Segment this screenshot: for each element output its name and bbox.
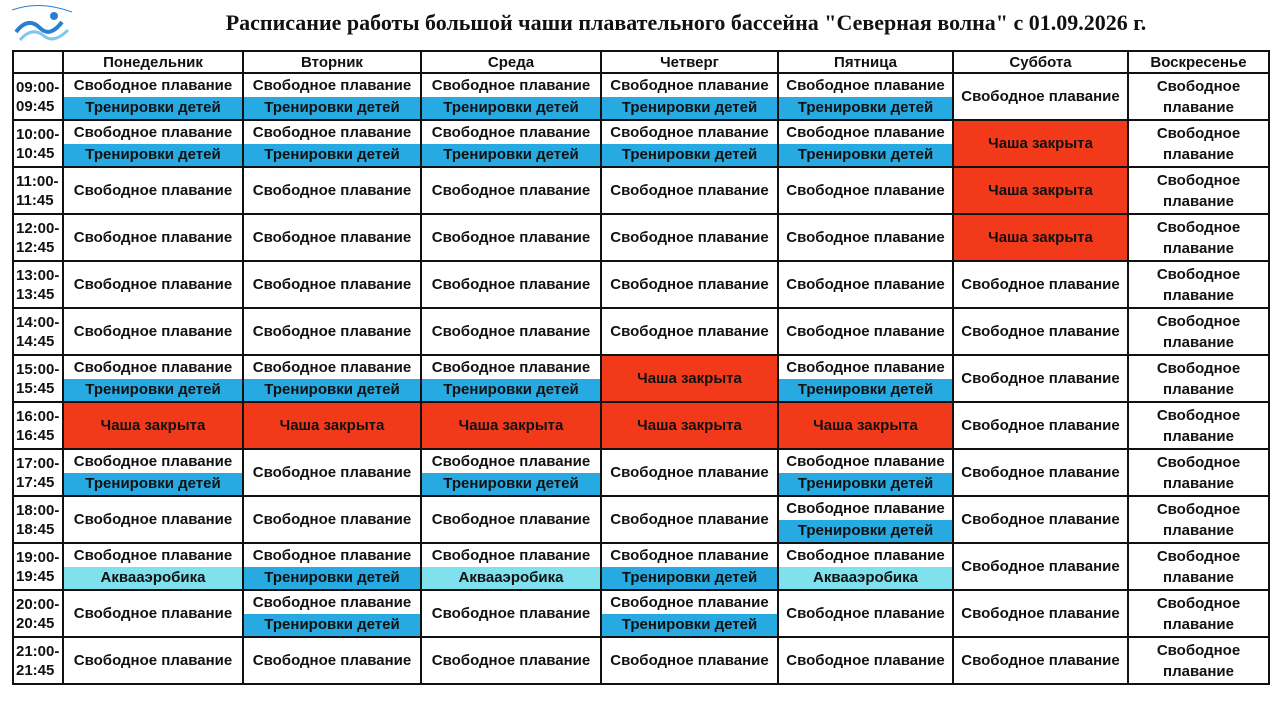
schedule-row <box>13 214 1269 261</box>
schedule-cell <box>1128 402 1269 449</box>
schedule-cell <box>778 261 953 308</box>
time-start: 09:00- <box>16 78 60 96</box>
schedule-cell-split <box>421 73 601 120</box>
schedule-cell <box>1128 496 1269 543</box>
time-start: 13:00- <box>16 266 60 284</box>
schedule-row <box>13 73 1269 120</box>
activity-free-swim: Свободное плавание <box>961 558 1120 575</box>
schedule-cell <box>421 496 601 543</box>
schedule-cell <box>1128 214 1269 261</box>
schedule-cell-split <box>421 449 601 496</box>
schedule-cell <box>243 261 421 308</box>
activity-kids-training: Тренировки детей <box>244 614 420 636</box>
activity-free-swim: Свободное плавание <box>422 451 600 473</box>
pool-closed-label: Чаша закрыта <box>988 229 1093 246</box>
time-slot <box>13 402 63 449</box>
activity-kids-training: Тренировки детей <box>602 97 777 119</box>
activity-free-swim: Свободное плавание <box>961 276 1120 293</box>
schedule-cell <box>778 308 953 355</box>
activity-kids-training: Тренировки детей <box>779 97 952 119</box>
activity-free-swim: Свободное плавание <box>786 323 945 340</box>
page-title: Расписание работы большой чаши плавательного бассейна "Северная волна" с 01.09.2026 г. <box>225 10 1147 35</box>
activity-aqua-aerobics: Аквааэробика <box>422 567 600 589</box>
pool-closed-label: Чаша закрыта <box>988 135 1093 152</box>
time-end: 17:45 <box>16 473 55 491</box>
activity-free-swim: Свободное плавание <box>73 652 233 669</box>
schedule-row <box>13 308 1269 355</box>
schedule-cell <box>953 73 1128 120</box>
schedule-cell <box>1128 355 1269 402</box>
activity-free-swim: Свободное плавание <box>431 323 591 340</box>
activity-kids-training: Тренировки детей <box>64 473 242 495</box>
time-slot <box>13 214 63 261</box>
schedule-cell <box>243 214 421 261</box>
activity-aqua-aerobics: Аквааэробика <box>779 567 952 589</box>
schedule-cell <box>601 449 778 496</box>
time-start: 17:00- <box>16 454 60 472</box>
schedule-cell-split <box>601 543 778 590</box>
activity-free-swim: Свободное плавание <box>431 605 591 622</box>
time-slot <box>13 637 63 684</box>
schedule-cell <box>601 308 778 355</box>
time-end: 09:45 <box>16 97 55 115</box>
schedule-cell <box>953 543 1128 590</box>
activity-free-swim: Свободное плавание <box>961 511 1120 528</box>
schedule-cell <box>243 308 421 355</box>
schedule-cell <box>243 496 421 543</box>
activity-free-swim: Свободное плавание <box>610 323 769 340</box>
activity-free-swim: Свободное плавание <box>786 652 945 669</box>
time-slot <box>13 355 63 402</box>
activity-kids-training: Тренировки детей <box>602 567 777 589</box>
schedule-cell <box>63 637 243 684</box>
schedule-cell-split <box>421 120 601 167</box>
activity-free-swim: Свободное плавание <box>961 370 1120 387</box>
activity-free-swim: Свободное плавание <box>244 592 420 614</box>
activity-free-swim: Свободное плавание <box>244 545 420 567</box>
schedule-cell <box>953 496 1128 543</box>
pool-closed-label: Чаша закрыта <box>637 370 742 387</box>
activity-free-swim: Свободное плавание <box>961 605 1120 622</box>
schedule-body <box>13 73 1269 684</box>
schedule-cell-closed <box>601 355 778 402</box>
pool-closed-label: Чаша закрыта <box>637 417 742 434</box>
schedule-cell-split <box>778 449 953 496</box>
activity-free-swim: Свободное плавание <box>422 122 600 144</box>
activity-free-swim: Свободное плавание <box>1156 453 1241 492</box>
schedule-row <box>13 449 1269 496</box>
activity-free-swim: Свободное плавание <box>244 75 420 97</box>
day-header: Среда <box>421 51 601 73</box>
time-start: 19:00- <box>16 548 60 566</box>
schedule-cell <box>778 637 953 684</box>
schedule-cell <box>953 590 1128 637</box>
schedule-cell <box>953 449 1128 496</box>
activity-free-swim: Свободное плавание <box>610 276 769 293</box>
schedule-cell-split <box>63 120 243 167</box>
activity-free-swim: Свободное плавание <box>422 545 600 567</box>
schedule-cell <box>1128 590 1269 637</box>
activity-kids-training: Тренировки детей <box>422 473 600 495</box>
activity-free-swim: Свободное плавание <box>431 229 591 246</box>
schedule-cell-split <box>63 449 243 496</box>
schedule-cell <box>953 355 1128 402</box>
activity-free-swim: Свободное плавание <box>779 451 952 473</box>
activity-free-swim: Свободное плавание <box>779 357 952 379</box>
schedule-cell <box>421 261 601 308</box>
activity-free-swim: Свободное плавание <box>602 545 777 567</box>
activity-free-swim: Свободное плавание <box>610 182 769 199</box>
swimmer-wave-logo-icon <box>10 2 80 50</box>
activity-free-swim: Свободное плавание <box>64 75 242 97</box>
day-header: Понедельник <box>63 51 243 73</box>
time-end: 12:45 <box>16 238 55 256</box>
schedule-cell-split <box>778 120 953 167</box>
activity-kids-training: Тренировки детей <box>64 97 242 119</box>
schedule-row <box>13 402 1269 449</box>
schedule-cell <box>1128 167 1269 214</box>
time-end: 11:45 <box>16 191 54 209</box>
schedule-row <box>13 637 1269 684</box>
activity-free-swim: Свободное плавание <box>961 88 1120 105</box>
activity-free-swim: Свободное плавание <box>73 276 233 293</box>
activity-free-swim: Свободное плавание <box>252 182 412 199</box>
activity-free-swim: Свободное плавание <box>1156 406 1241 445</box>
time-end: 19:45 <box>16 567 55 585</box>
schedule-cell <box>63 496 243 543</box>
pool-closed-label: Чаша закрыта <box>458 417 564 434</box>
activity-free-swim: Свободное плавание <box>1156 312 1241 351</box>
time-end: 18:45 <box>16 520 55 538</box>
time-start: 15:00- <box>16 360 60 378</box>
header-row <box>13 51 1269 73</box>
activity-kids-training: Тренировки детей <box>422 97 600 119</box>
activity-kids-training: Тренировки детей <box>244 379 420 401</box>
schedule-cell-closed <box>953 214 1128 261</box>
day-header: Вторник <box>243 51 421 73</box>
schedule-cell-split <box>601 590 778 637</box>
activity-free-swim: Свободное плавание <box>961 464 1120 481</box>
schedule-cell <box>1128 120 1269 167</box>
activity-free-swim: Свободное плавание <box>602 122 777 144</box>
activity-free-swim: Свободное плавание <box>602 75 777 97</box>
pool-closed-label: Чаша закрыта <box>100 417 206 434</box>
day-header: Воскресенье <box>1128 51 1269 73</box>
schedule-cell-split <box>421 355 601 402</box>
activity-kids-training: Тренировки детей <box>779 520 952 542</box>
schedule-cell <box>953 308 1128 355</box>
activity-kids-training: Тренировки детей <box>244 567 420 589</box>
schedule-cell <box>953 637 1128 684</box>
activity-free-swim: Свободное плавание <box>610 511 769 528</box>
pool-closed-label: Чаша закрыта <box>813 417 918 434</box>
time-end: 16:45 <box>16 426 55 444</box>
time-start: 12:00- <box>16 219 60 237</box>
activity-free-swim: Свободное плавание <box>73 511 233 528</box>
activity-free-swim: Свободное плавание <box>64 451 242 473</box>
schedule-cell <box>421 167 601 214</box>
time-slot <box>13 261 63 308</box>
activity-kids-training: Тренировки детей <box>64 379 242 401</box>
schedule-cell <box>1128 261 1269 308</box>
schedule-cell-split <box>778 496 953 543</box>
schedule-cell-closed <box>953 120 1128 167</box>
activity-kids-training: Тренировки детей <box>422 379 600 401</box>
activity-free-swim: Свободное плавание <box>252 511 412 528</box>
schedule-row <box>13 496 1269 543</box>
activity-free-swim: Свободное плавание <box>1156 641 1241 680</box>
activity-free-swim: Свободное плавание <box>252 276 412 293</box>
schedule-cell-closed <box>243 402 421 449</box>
schedule-cell-split <box>63 73 243 120</box>
schedule-cell <box>1128 543 1269 590</box>
time-end: 21:45 <box>16 661 55 679</box>
activity-free-swim: Свободное плавание <box>786 276 945 293</box>
activity-free-swim: Свободное плавание <box>431 182 591 199</box>
activity-free-swim: Свободное плавание <box>73 182 233 199</box>
activity-free-swim: Свободное плавание <box>73 323 233 340</box>
time-slot <box>13 120 63 167</box>
activity-kids-training: Тренировки детей <box>244 97 420 119</box>
activity-free-swim: Свободное плавание <box>779 122 952 144</box>
activity-free-swim: Свободное плавание <box>244 122 420 144</box>
schedule-cell-split <box>243 355 421 402</box>
activity-free-swim: Свободное плавание <box>422 357 600 379</box>
time-start: 16:00- <box>16 407 60 425</box>
schedule-cell <box>63 167 243 214</box>
time-start: 21:00- <box>16 642 60 660</box>
activity-kids-training: Тренировки детей <box>602 614 777 636</box>
schedule-table <box>12 50 1270 685</box>
activity-free-swim: Свободное плавание <box>64 357 242 379</box>
activity-free-swim: Свободное плавание <box>779 545 952 567</box>
schedule-cell-split <box>601 120 778 167</box>
activity-free-swim: Свободное плавание <box>431 511 591 528</box>
schedule-cell <box>63 590 243 637</box>
activity-kids-training: Тренировки детей <box>779 379 952 401</box>
activity-free-swim: Свободное плавание <box>244 357 420 379</box>
time-slot <box>13 590 63 637</box>
activity-free-swim: Свободное плавание <box>786 229 945 246</box>
schedule-cell-split <box>778 543 953 590</box>
schedule-cell-split <box>243 543 421 590</box>
activity-free-swim: Свободное плавание <box>1156 547 1241 586</box>
time-end: 10:45 <box>16 144 55 162</box>
activity-free-swim: Свободное плавание <box>786 182 945 199</box>
activity-free-swim: Свободное плавание <box>1156 500 1241 539</box>
schedule-cell-split <box>63 543 243 590</box>
schedule-cell <box>953 261 1128 308</box>
schedule-cell-split <box>243 73 421 120</box>
schedule-cell-split <box>778 73 953 120</box>
activity-free-swim: Свободное плавание <box>1156 77 1241 116</box>
activity-free-swim: Свободное плавание <box>1156 265 1241 304</box>
time-end: 15:45 <box>16 379 55 397</box>
day-header: Пятница <box>778 51 953 73</box>
activity-free-swim: Свободное плавание <box>961 323 1120 340</box>
schedule-cell <box>601 496 778 543</box>
schedule-cell-split <box>421 543 601 590</box>
activity-kids-training: Тренировки детей <box>779 144 952 166</box>
activity-free-swim: Свободное плавание <box>64 122 242 144</box>
activity-kids-training: Тренировки детей <box>64 144 242 166</box>
activity-aqua-aerobics: Аквааэробика <box>64 567 242 589</box>
activity-free-swim: Свободное плавание <box>73 605 233 622</box>
activity-kids-training: Тренировки детей <box>602 144 777 166</box>
activity-free-swim: Свободное плавание <box>422 75 600 97</box>
activity-kids-training: Тренировки детей <box>244 144 420 166</box>
activity-free-swim: Свободное плавание <box>252 652 412 669</box>
schedule-cell-split <box>601 73 778 120</box>
activity-free-swim: Свободное плавание <box>610 229 769 246</box>
schedule-cell <box>1128 73 1269 120</box>
schedule-cell <box>421 308 601 355</box>
schedule-cell <box>778 214 953 261</box>
activity-free-swim: Свободное плавание <box>64 545 242 567</box>
time-slot <box>13 73 63 120</box>
schedule-cell-split <box>243 590 421 637</box>
schedule-cell <box>421 637 601 684</box>
time-slot <box>13 543 63 590</box>
schedule-cell <box>63 214 243 261</box>
activity-free-swim: Свободное плавание <box>252 323 412 340</box>
activity-kids-training: Тренировки детей <box>779 473 952 495</box>
activity-kids-training: Тренировки детей <box>422 144 600 166</box>
pool-closed-label: Чаша закрыта <box>988 182 1093 199</box>
schedule-cell-split <box>63 355 243 402</box>
time-start: 11:00- <box>16 172 59 190</box>
time-slot <box>13 167 63 214</box>
time-end: 13:45 <box>16 285 55 303</box>
schedule-cell <box>601 167 778 214</box>
activity-free-swim: Свободное плавание <box>786 605 945 622</box>
time-slot <box>13 496 63 543</box>
time-end: 14:45 <box>16 332 55 350</box>
schedule-cell <box>243 637 421 684</box>
pool-closed-label: Чаша закрыта <box>279 417 385 434</box>
schedule-row <box>13 167 1269 214</box>
activity-free-swim: Свободное плавание <box>961 417 1120 434</box>
activity-free-swim: Свободное плавание <box>73 229 233 246</box>
activity-free-swim: Свободное плавание <box>610 464 769 481</box>
schedule-cell <box>778 590 953 637</box>
time-start: 18:00- <box>16 501 60 519</box>
activity-free-swim: Свободное плавание <box>431 276 591 293</box>
time-header <box>13 51 63 73</box>
schedule-cell-closed <box>778 402 953 449</box>
activity-free-swim: Свободное плавание <box>1156 218 1241 257</box>
time-slot <box>13 308 63 355</box>
schedule-cell <box>953 402 1128 449</box>
schedule-row <box>13 590 1269 637</box>
schedule-cell <box>243 167 421 214</box>
schedule-cell-split <box>778 355 953 402</box>
schedule-cell <box>243 449 421 496</box>
activity-free-swim: Свободное плавание <box>610 652 769 669</box>
activity-free-swim: Свободное плавание <box>1156 124 1241 163</box>
activity-free-swim: Свободное плавание <box>252 464 412 481</box>
activity-free-swim: Свободное плавание <box>252 229 412 246</box>
time-start: 14:00- <box>16 313 60 331</box>
schedule-cell-closed <box>63 402 243 449</box>
schedule-cell-closed <box>601 402 778 449</box>
schedule-cell <box>601 261 778 308</box>
activity-free-swim: Свободное плавание <box>602 592 777 614</box>
schedule-row <box>13 355 1269 402</box>
activity-free-swim: Свободное плавание <box>431 652 591 669</box>
schedule-cell <box>63 308 243 355</box>
schedule-cell <box>421 590 601 637</box>
schedule-cell-split <box>243 120 421 167</box>
schedule-row <box>13 261 1269 308</box>
schedule-cell <box>1128 449 1269 496</box>
activity-free-swim: Свободное плавание <box>1156 171 1241 210</box>
time-start: 10:00- <box>16 125 60 143</box>
schedule-cell <box>421 214 601 261</box>
schedule-cell <box>778 167 953 214</box>
schedule-cell <box>1128 308 1269 355</box>
schedule-cell-closed <box>953 167 1128 214</box>
schedule-cell <box>1128 637 1269 684</box>
activity-free-swim: Свободное плавание <box>1156 594 1241 633</box>
activity-free-swim: Свободное плавание <box>961 652 1120 669</box>
schedule-cell <box>63 261 243 308</box>
activity-free-swim: Свободное плавание <box>779 75 952 97</box>
schedule-cell <box>601 637 778 684</box>
day-header: Четверг <box>601 51 778 73</box>
schedule-cell-closed <box>421 402 601 449</box>
schedule-row <box>13 543 1269 590</box>
activity-free-swim: Свободное плавание <box>779 498 952 520</box>
time-slot <box>13 449 63 496</box>
activity-free-swim: Свободное плавание <box>1156 359 1241 398</box>
time-start: 20:00- <box>16 595 60 613</box>
schedule-cell <box>601 214 778 261</box>
time-end: 20:45 <box>16 614 55 632</box>
day-header: Суббота <box>953 51 1128 73</box>
schedule-row <box>13 120 1269 167</box>
